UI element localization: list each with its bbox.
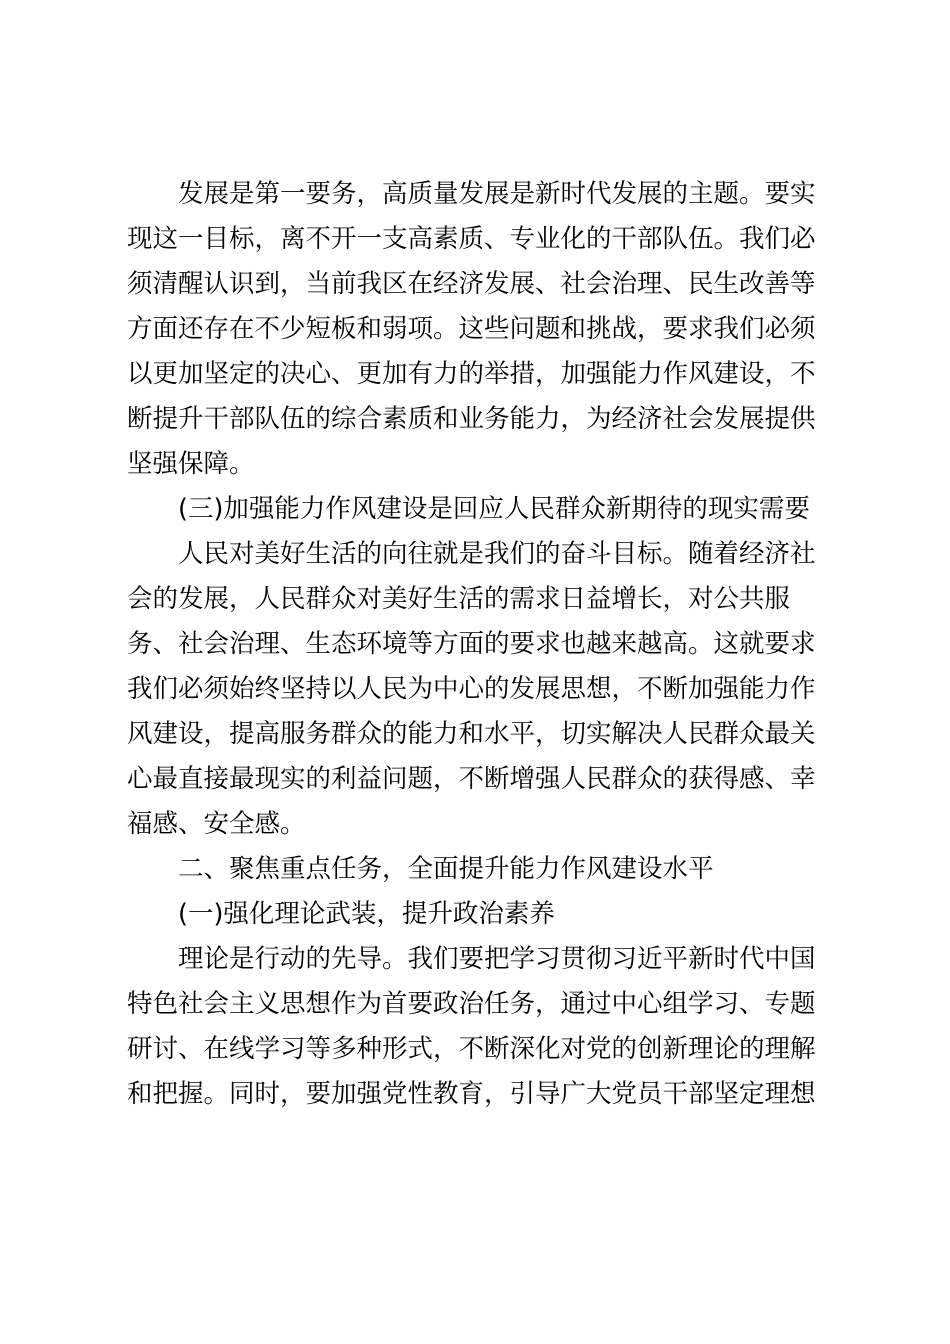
text-line: 理论是行动的先导。我们要把学习贯彻习近平新时代中国 bbox=[178, 944, 816, 974]
paragraph-development-first-task bbox=[127, 172, 817, 487]
paragraph-people-expectations bbox=[127, 532, 817, 847]
text-line: 心最直接最现实的利益问题，不断增强人民群众的获得感、幸 bbox=[127, 764, 816, 794]
text-line: 现这一目标，离不开一支高素质、专业化的干部队伍。我们必 bbox=[127, 224, 816, 254]
text-line: 福感、安全感。 bbox=[127, 809, 306, 839]
text-line: 会的发展，人民群众对美好生活的需求日益增长，对公共服 bbox=[127, 584, 791, 614]
text-line: 人民对美好生活的向往就是我们的奋斗目标。随着经济社 bbox=[178, 539, 816, 569]
chapter-heading-2: 二、聚焦重点任务，全面提升能力作风建设水平 bbox=[178, 854, 714, 884]
text-line: 风建设，提高服务群众的能力和水平，切实解决人民群众最关 bbox=[127, 719, 816, 749]
text-line: 方面还存在不少短板和弱项。这些问题和挑战，要求我们必须 bbox=[127, 314, 816, 344]
text-line: 务、社会治理、生态环境等方面的要求也越来越高。这就要求 bbox=[127, 629, 816, 659]
text-line: 以更加坚定的决心、更加有力的举措，加强能力作风建设，不 bbox=[127, 359, 816, 389]
text-line: 特色社会主义思想作为首要政治任务，通过中心组学习、专题 bbox=[127, 989, 816, 1019]
text-line: 和把握。同时，要加强党性教育，引导广大党员干部坚定理想 bbox=[127, 1079, 816, 1109]
paragraph-theory-guidance bbox=[127, 937, 817, 1117]
text-line: 研讨、在线学习等多种形式，不断深化对党的创新理论的理解 bbox=[127, 1034, 816, 1064]
text-line: 断提升干部队伍的综合素质和业务能力，为经济社会发展提供 bbox=[127, 404, 816, 434]
document-body bbox=[127, 172, 817, 1117]
text-line: 发展是第一要务，高质量发展是新时代发展的主题。要实 bbox=[178, 179, 816, 209]
text-line: 我们必须始终坚持以人民为中心的发展思想，不断加强能力作 bbox=[127, 674, 816, 704]
text-line: 须清醒认识到，当前我区在经济发展、社会治理、民生改善等 bbox=[127, 269, 816, 299]
text-line: 坚强保障。 bbox=[127, 449, 255, 479]
section-heading-3: (三)加强能力作风建设是回应人民群众新期待的现实需要 bbox=[178, 494, 810, 524]
section-heading-1: (一)强化理论武装，提升政治素养 bbox=[178, 899, 555, 929]
